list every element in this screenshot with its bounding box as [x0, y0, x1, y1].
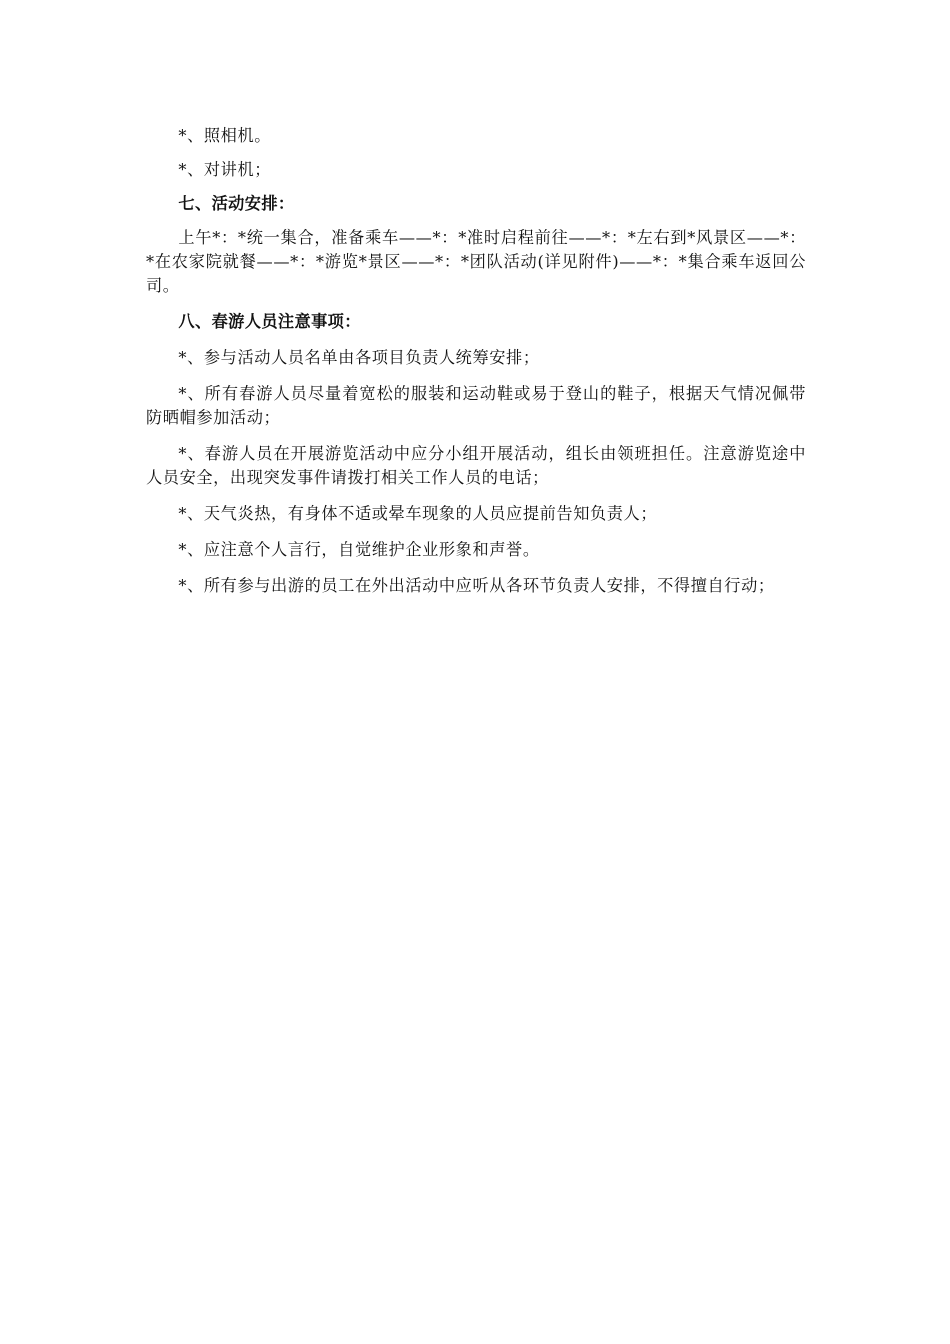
precaution-item: *、应注意个人言行，自觉维护企业形象和声誉。 [178, 540, 540, 559]
precaution-item: *、参与活动人员名单由各项目负责人统筹安排； [178, 348, 540, 367]
section-heading-precautions: 八、春游人员注意事项： [178, 312, 361, 331]
precaution-item: *、天气炎热，有身体不适或晕车现象的人员应提前告知负责人； [178, 504, 658, 523]
activity-schedule-paragraph: 上午*：*统一集合，准备乘车——*：*准时启程前往——*：*左右到*风景区——*：*在农家院就餐——*：*游览*景区——*：*团队活动(详见附件)——*：*集合乘车返回公司。 [146, 228, 806, 295]
equipment-item-walkie-talkie: *、对讲机； [178, 160, 272, 179]
precaution-item: *、春游人员在开展游览活动中应分小组开展活动，组长由领班担任。注意游览途中人员安全，出现突发事件请拨打相关工作人员的电话； [146, 444, 806, 487]
equipment-item-camera: *、照相机。 [178, 126, 272, 145]
document-page [146, 124, 806, 598]
precaution-item: *、所有参与出游的员工在外出活动中应听从各环节负责人安排，不得擅自行动； [178, 576, 775, 595]
precaution-item: *、所有春游人员尽量着宽松的服装和运动鞋或易于登山的鞋子，根据天气情况佩带防晒帽参加活动； [146, 384, 806, 427]
section-heading-activity-schedule: 七、活动安排： [178, 194, 295, 213]
